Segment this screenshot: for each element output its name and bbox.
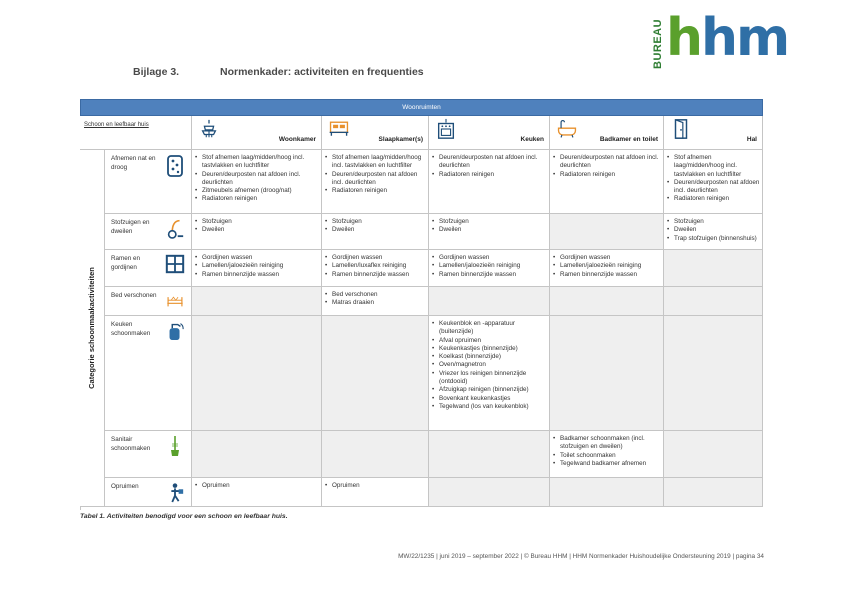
- corner-label: Schoon en leefbaar huis: [84, 122, 149, 128]
- stove-icon: [435, 118, 457, 140]
- door-icon: [670, 118, 692, 140]
- column-title: Slaapkamer(s): [378, 135, 423, 143]
- table-top-header: Woonruimten: [80, 99, 763, 116]
- logo-bureau-text: BUREAU: [652, 18, 664, 70]
- side-category-label: Categorie schoonmaakactiviteiten: [86, 267, 96, 389]
- table-caption: Tabel 1. Activiteiten benodigd voor een schoon en leefbaar huis.: [80, 513, 288, 520]
- activity-item: • Stof afnemen laag/midden/hoog incl. tastvlakken en luchtfilter: [195, 154, 319, 171]
- activity-label: Opruimen: [111, 483, 139, 490]
- table-cell: [192, 478, 322, 507]
- activity-item: • Radiatoren reinigen: [553, 171, 661, 179]
- activity-item: • Deuren/deurposten nat afdoen incl. deurlichten: [553, 154, 661, 171]
- table-cell: [664, 214, 763, 250]
- activity-list: [667, 218, 760, 243]
- activity-item: • Stofzuigen: [195, 218, 319, 226]
- table-cell: [550, 431, 664, 478]
- activity-list: [553, 254, 661, 279]
- activity-label: Afnemen nat en droog: [111, 155, 156, 171]
- table-cell: [322, 150, 429, 214]
- activity-item: • Stofzuigen: [325, 218, 426, 226]
- table-cell: [192, 250, 322, 287]
- activity-list: [667, 154, 760, 204]
- vacuum-icon: [165, 218, 185, 240]
- table-cell: [429, 214, 550, 250]
- activity-item: • Gordijnen wassen: [553, 254, 661, 262]
- activity-item: • Ramen binnenzijde wassen: [432, 271, 547, 279]
- bathtub-icon: [556, 118, 578, 140]
- sponge-icon: [165, 154, 185, 176]
- column-title: Hal: [746, 135, 757, 143]
- toilet-brush-icon: [165, 435, 185, 457]
- activity-list: [195, 482, 319, 490]
- activity-item: • Keukenblok en -apparatuur (buitenzijde): [432, 320, 547, 337]
- table-cell: [429, 250, 550, 287]
- activity-item: • Oven/magnetron: [432, 361, 547, 369]
- activity-item: • Bovenkant keukenkastjes: [432, 395, 547, 403]
- activity-item: • Tegelwand badkamer afnemen: [553, 460, 661, 468]
- activity-list: [432, 218, 547, 235]
- column-title: Keuken: [520, 135, 544, 143]
- activity-item: • Zitmeubels afnemen (droog/nat): [195, 187, 319, 195]
- activity-item: • Gordijnen wassen: [325, 254, 426, 262]
- activity-label-cell: [105, 431, 192, 478]
- activity-item: • Deuren/deurposten nat afdoen incl. deurlichten: [667, 179, 760, 196]
- activity-list: [432, 254, 547, 279]
- activity-item: • Dweilen: [195, 226, 319, 234]
- person-tidying-icon: [165, 482, 185, 504]
- activity-item: • Tegelwand (los van keukenblok): [432, 403, 547, 411]
- table-cell: [429, 150, 550, 214]
- activity-list: [553, 154, 661, 179]
- activity-item: • Deuren/deurposten nat afdoen incl. deurlichten: [432, 154, 547, 171]
- page-footer: MW/22/1235 | juni 2019 – september 2022 | © Bureau HHM | HHM Normenkader Huishoudelijke Ondersteuning 2019 | pagina 34: [398, 553, 764, 560]
- activity-item: • Opruimen: [325, 482, 426, 490]
- activity-item: • Lamellen/luxaflex reiniging: [325, 262, 426, 270]
- activity-list: [325, 482, 426, 490]
- activity-item: • Dweilen: [667, 226, 760, 234]
- bed-icon: [328, 118, 350, 140]
- activity-list: [432, 154, 547, 179]
- activity-item: • Radiatoren reinigen: [667, 195, 760, 203]
- column-title: Woonkamer: [278, 135, 316, 143]
- table-cell: [664, 478, 763, 507]
- activity-item: • Lamellen/jaloezieën reiniging: [432, 262, 547, 270]
- activity-label-cell: [105, 316, 192, 431]
- table-cell: [322, 478, 429, 507]
- activity-item: • Trap stofzuigen (binnenshuis): [667, 235, 760, 243]
- activity-item: • Stofzuigen: [667, 218, 760, 226]
- table-cell: [550, 214, 664, 250]
- activity-item: • Badkamer schoonmaken (incl. stofzuigen en dweilen): [553, 435, 661, 452]
- table-cell: [550, 150, 664, 214]
- activity-label-cell: [105, 250, 192, 287]
- bureau-hhm-logo: [652, 8, 789, 74]
- chandelier-icon: [198, 118, 220, 140]
- activity-item: • Radiatoren reinigen: [325, 187, 426, 195]
- activity-item: • Vriezer los reinigen binnenzijde (ontdooid): [432, 370, 547, 387]
- page-title: Normenkader: activiteiten en frequenties: [220, 66, 424, 78]
- activity-item: • Opruimen: [195, 482, 319, 490]
- activity-item: • Dweilen: [325, 226, 426, 234]
- activity-label: Bed verschonen: [111, 292, 157, 299]
- activity-item: • Ramen binnenzijde wassen: [325, 271, 426, 279]
- activity-item: • Gordijnen wassen: [432, 254, 547, 262]
- table-cell: [550, 287, 664, 316]
- table-cell: [429, 431, 550, 478]
- activity-item: • Matras draaien: [325, 299, 426, 307]
- activity-list: [325, 291, 426, 308]
- table-cell: [429, 478, 550, 507]
- activity-item: • Bed verschonen: [325, 291, 426, 299]
- activity-label: Ramen en gordijnen: [111, 255, 141, 271]
- activity-label-cell: [105, 478, 192, 507]
- activity-label-cell: [105, 287, 192, 316]
- activity-item: • Lamellen/jaloezieën reiniging: [553, 262, 661, 270]
- activity-label-cell: [105, 214, 192, 250]
- activity-item: • Lamellen/jaloezieën reiniging: [195, 262, 319, 270]
- activity-list: [325, 154, 426, 195]
- activity-item: • Afzuigkap reinigen (binnenzijde): [432, 386, 547, 394]
- activities-table: [80, 99, 763, 510]
- activity-item: • Koelkast (binnenzijde): [432, 353, 547, 361]
- table-cell: [322, 214, 429, 250]
- activity-item: • Ramen binnenzijde wassen: [195, 271, 319, 279]
- table-cell: [664, 316, 763, 431]
- activity-item: • Keukenkastjes (binnenzijde): [432, 345, 547, 353]
- table-cell: [322, 431, 429, 478]
- activity-list: [325, 218, 426, 235]
- table-cell: [192, 214, 322, 250]
- table-cell: [192, 150, 322, 214]
- activity-item: • Afval opruimen: [432, 337, 547, 345]
- column-header: [429, 116, 550, 150]
- activity-list: [325, 254, 426, 279]
- column-header: [550, 116, 664, 150]
- table-cell: [192, 431, 322, 478]
- column-title: Badkamer en toilet: [599, 135, 658, 143]
- activity-item: • Deuren/deurposten nat afdoen incl. deurlichten: [325, 171, 426, 188]
- table-cell: [322, 287, 429, 316]
- appendix-number: Bijlage 3.: [133, 66, 180, 78]
- column-header: [192, 116, 322, 150]
- activity-item: • Stofzuigen: [432, 218, 547, 226]
- activity-list: [432, 320, 547, 411]
- table-cell: [550, 250, 664, 287]
- table-corner-cell: [80, 116, 192, 150]
- window-icon: [165, 254, 185, 276]
- activity-label-cell: [105, 150, 192, 214]
- table-cell: [322, 316, 429, 431]
- activity-list: [195, 254, 319, 279]
- table-cell: [192, 287, 322, 316]
- table-cell: [664, 150, 763, 214]
- activity-item: • Ramen binnenzijde wassen: [553, 271, 661, 279]
- column-header: [322, 116, 429, 150]
- spray-bottle-icon: [165, 320, 185, 342]
- activity-label: Sanitair schoonmaken: [111, 436, 151, 452]
- side-category-column: [80, 150, 105, 507]
- activity-label: Stofzuigen en dweilen: [111, 219, 150, 235]
- activity-list: [195, 218, 319, 235]
- table-cell: [664, 250, 763, 287]
- table-cell: [322, 250, 429, 287]
- activity-item: • Radiatoren reinigen: [432, 171, 547, 179]
- bed-frame-icon: [165, 291, 185, 313]
- table-cell: [664, 287, 763, 316]
- table-cell: [429, 287, 550, 316]
- column-header: [664, 116, 763, 150]
- table-cell: [664, 431, 763, 478]
- activity-list: [553, 435, 661, 468]
- activity-item: • Stof afnemen laag/midden/hoog incl. tastvlakken en luchtfilter: [667, 154, 760, 179]
- activity-label: Keuken schoonmaken: [111, 321, 151, 337]
- table-cell: [550, 478, 664, 507]
- activity-item: • Toilet schoonmaken: [553, 452, 661, 460]
- table-cell: [429, 316, 550, 431]
- activity-item: • Deuren/deurposten nat afdoen incl. deurlichten: [195, 171, 319, 188]
- activity-item: • Radiatoren reinigen: [195, 195, 319, 203]
- activity-item: • Stof afnemen laag/midden/hoog incl. tastvlakken en luchtfilter: [325, 154, 426, 171]
- activity-item: • Dweilen: [432, 226, 547, 234]
- table-cell: [550, 316, 664, 431]
- table-cell: [192, 316, 322, 431]
- logo-hhm-text: hhm: [666, 8, 789, 68]
- activity-list: [195, 154, 319, 204]
- activity-item: • Gordijnen wassen: [195, 254, 319, 262]
